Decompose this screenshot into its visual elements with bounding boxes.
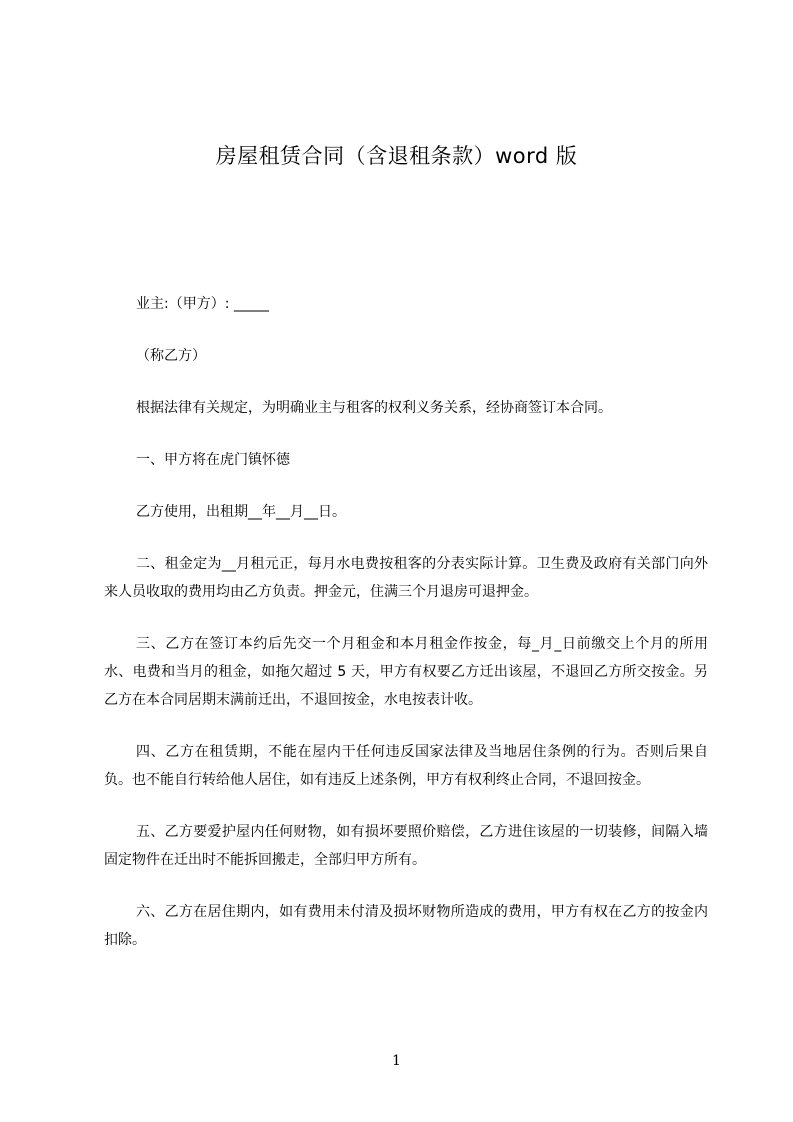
clause-1-paragraph: 一、甲方将在虎门镇怀德 — [136, 452, 290, 468]
lease-term-paragraph: 乙方使用，出租期__年__月__日。 — [136, 504, 346, 520]
clause-3-paragraph: 三、乙方在签订本约后先交一个月租金和本月租金作按金，每_月_日前缴交上个月的所用水、电费和当月的租金，如拖欠超过 5 天，甲方有权要乙方迁出该屋，不退回乙方所交按金。另乙方在本合同居期末满前迁出，不退回按金，水电按表计收。 — [104, 636, 708, 708]
party-a-line: 业主:（甲方）: _____ — [136, 296, 269, 312]
clause-6-paragraph: 六、乙方在居住期内，如有费用未付清及损坏财物所造成的费用，甲方有权在乙方的按金内扣除。 — [104, 904, 708, 948]
clause-2-paragraph: 二、租金定为__月租元正，每月水电费按租客的分表实际计算。卫生费及政府有关部门向外来人员收取的费用均由乙方负责。押金元，住满三个月退房可退押金。 — [104, 556, 708, 600]
document-body — [104, 290, 708, 978]
page-number: 1 — [392, 1053, 401, 1069]
document-title: 房屋租赁合同（含退租条款）word 版 — [215, 144, 578, 168]
preamble-paragraph: 根据法律有关规定，为明确业主与租客的权利义务关系，经协商签订本合同。 — [136, 400, 612, 416]
clause-4-paragraph: 四、乙方在租赁期，不能在屋内干任何违反国家法律及当地居住条例的行为。否则后果自负。也不能自行转给他人居住，如有违反上述条例，甲方有权利终止合同，不退回按金。 — [104, 744, 708, 788]
party-b-line: （称乙方） — [136, 348, 206, 364]
clause-5-paragraph: 五、乙方要爱护屋内任何财物，如有损坏要照价赔偿，乙方进住该屋的一切装修，间隔入墙固定物件在迁出时不能拆回搬走，全部归甲方所有。 — [104, 824, 708, 868]
